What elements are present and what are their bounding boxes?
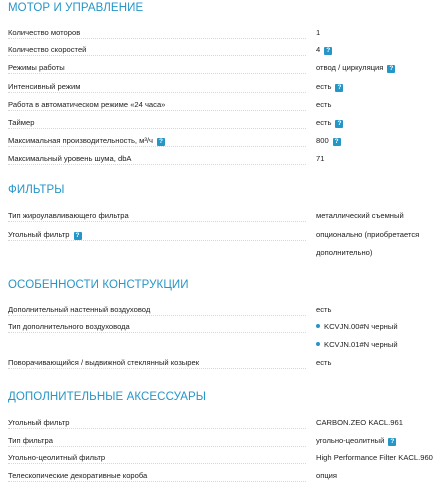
spec-row-telescopic-covers [0, 470, 446, 488]
help-icon[interactable]: ? [388, 438, 396, 446]
spec-value-option [316, 339, 398, 351]
spec-value-text: 800 [316, 136, 329, 145]
spec-label-text: Угольный фильтр [8, 230, 70, 239]
dotted-divider [8, 92, 306, 93]
section-title-filters: ФИЛЬТРЫ [8, 184, 65, 196]
dotted-divider [8, 146, 306, 147]
spec-row-max-noise [0, 153, 446, 171]
dotted-divider [8, 446, 306, 447]
dotted-divider [8, 481, 306, 482]
spec-label-text: Максимальная производительность, м³/ч [8, 136, 153, 145]
spec-value-continued: дополнительно) [316, 248, 373, 257]
spec-label: Работа в автоматическом режиме «24 часа» [8, 100, 166, 109]
spec-value: опция [316, 471, 338, 480]
option-text: KCVJN.01#N черный [324, 340, 398, 349]
help-icon[interactable]: ? [324, 47, 332, 55]
help-icon[interactable]: ? [387, 65, 395, 73]
dotted-divider [8, 128, 306, 129]
spec-value-text: угольно-цеолитный [316, 436, 385, 445]
spec-value-text: 4 [316, 45, 321, 54]
help-icon[interactable]: ? [335, 84, 343, 92]
dotted-divider [8, 73, 306, 74]
dotted-divider [8, 240, 306, 241]
spec-row-max-performance [0, 135, 446, 153]
spec-row-timer [0, 117, 446, 135]
spec-row-auto-24h [0, 99, 446, 117]
spec-label: Режимы работы [8, 63, 65, 72]
spec-value: 71 [316, 154, 325, 163]
spec-value: есть [316, 358, 332, 367]
dotted-divider [8, 38, 306, 39]
spec-label: Количество моторов [8, 28, 81, 37]
spec-label: Угольный фильтр [8, 418, 70, 427]
spec-label: Количество скоростей [8, 45, 87, 54]
bullet-icon [316, 342, 320, 346]
spec-value [316, 435, 396, 447]
help-icon[interactable]: ? [74, 232, 82, 240]
spec-row-grease-filter [0, 210, 446, 228]
spec-row-accessory-carbon-filter [0, 417, 446, 435]
spec-label: Угольно-цеолитный фильтр [8, 453, 106, 462]
section-title-accessories: ДОПОЛНИТЕЛЬНЫЕ АКСЕССУАРЫ [8, 391, 207, 403]
spec-value [316, 135, 341, 147]
spec-value [316, 117, 343, 129]
spec-value [316, 81, 343, 93]
spec-label: Телескопические декоративные короба [8, 471, 148, 480]
spec-row-zeolite-filter [0, 452, 446, 470]
spec-value: есть [316, 305, 332, 314]
spec-row-intensive-mode [0, 81, 446, 99]
spec-value: металлический съемный [316, 211, 404, 220]
dotted-divider [8, 164, 306, 165]
help-icon[interactable]: ? [335, 120, 343, 128]
spec-row-glass-visor [0, 357, 446, 375]
spec-label: Тип дополнительного воздуховода [8, 322, 130, 331]
dotted-divider [8, 221, 306, 222]
spec-value-text: есть [316, 118, 332, 127]
spec-row-motors-count [0, 27, 446, 45]
spec-label: Дополнительный настенный воздуховод [8, 305, 151, 314]
dotted-divider [8, 110, 306, 111]
spec-value [316, 44, 332, 56]
spec-label: Тип жироулавливающего фильтра [8, 211, 129, 220]
dotted-divider [8, 332, 306, 333]
spec-label: Таймер [8, 118, 35, 127]
spec-row-wall-duct [0, 304, 446, 322]
spec-value-option [316, 321, 398, 333]
spec-label: Тип фильтра [8, 436, 53, 445]
spec-value: CARBON.ZEO KACL.961 [316, 418, 403, 427]
spec-row-operating-modes [0, 62, 446, 80]
dotted-divider [8, 428, 306, 429]
section-title-motor: МОТОР И УПРАВЛЕНИЕ [8, 2, 144, 14]
spec-value: опционально (приобретается [316, 230, 420, 239]
dotted-divider [8, 463, 306, 464]
spec-value-text: есть [316, 82, 332, 91]
option-text: KCVJN.00#N черный [324, 322, 398, 331]
spec-label: Интенсивный режим [8, 82, 81, 91]
spec-value: 1 [316, 28, 321, 37]
spec-label: Поворачивающийся / выдвижной стеклянный козырек [8, 358, 200, 367]
section-title-design: ОСОБЕННОСТИ КОНСТРУКЦИИ [8, 279, 189, 291]
spec-row-filter-type [0, 435, 446, 453]
dotted-divider [8, 315, 306, 316]
help-icon[interactable]: ? [333, 138, 341, 146]
help-icon[interactable]: ? [157, 138, 165, 146]
dotted-divider [8, 368, 306, 369]
dotted-divider [8, 55, 306, 56]
spec-row-carbon-filter [0, 229, 446, 265]
spec-value [316, 62, 395, 74]
bullet-icon [316, 324, 320, 328]
spec-value: есть [316, 100, 332, 109]
spec-row-duct-type [0, 321, 446, 357]
spec-value: High Performance Filter KACL.960 [316, 453, 433, 462]
spec-label: Максимальный уровень шума, dbA [8, 154, 132, 163]
spec-value-text: отвод / циркуляция [316, 63, 384, 72]
spec-row-speeds-count [0, 44, 446, 62]
